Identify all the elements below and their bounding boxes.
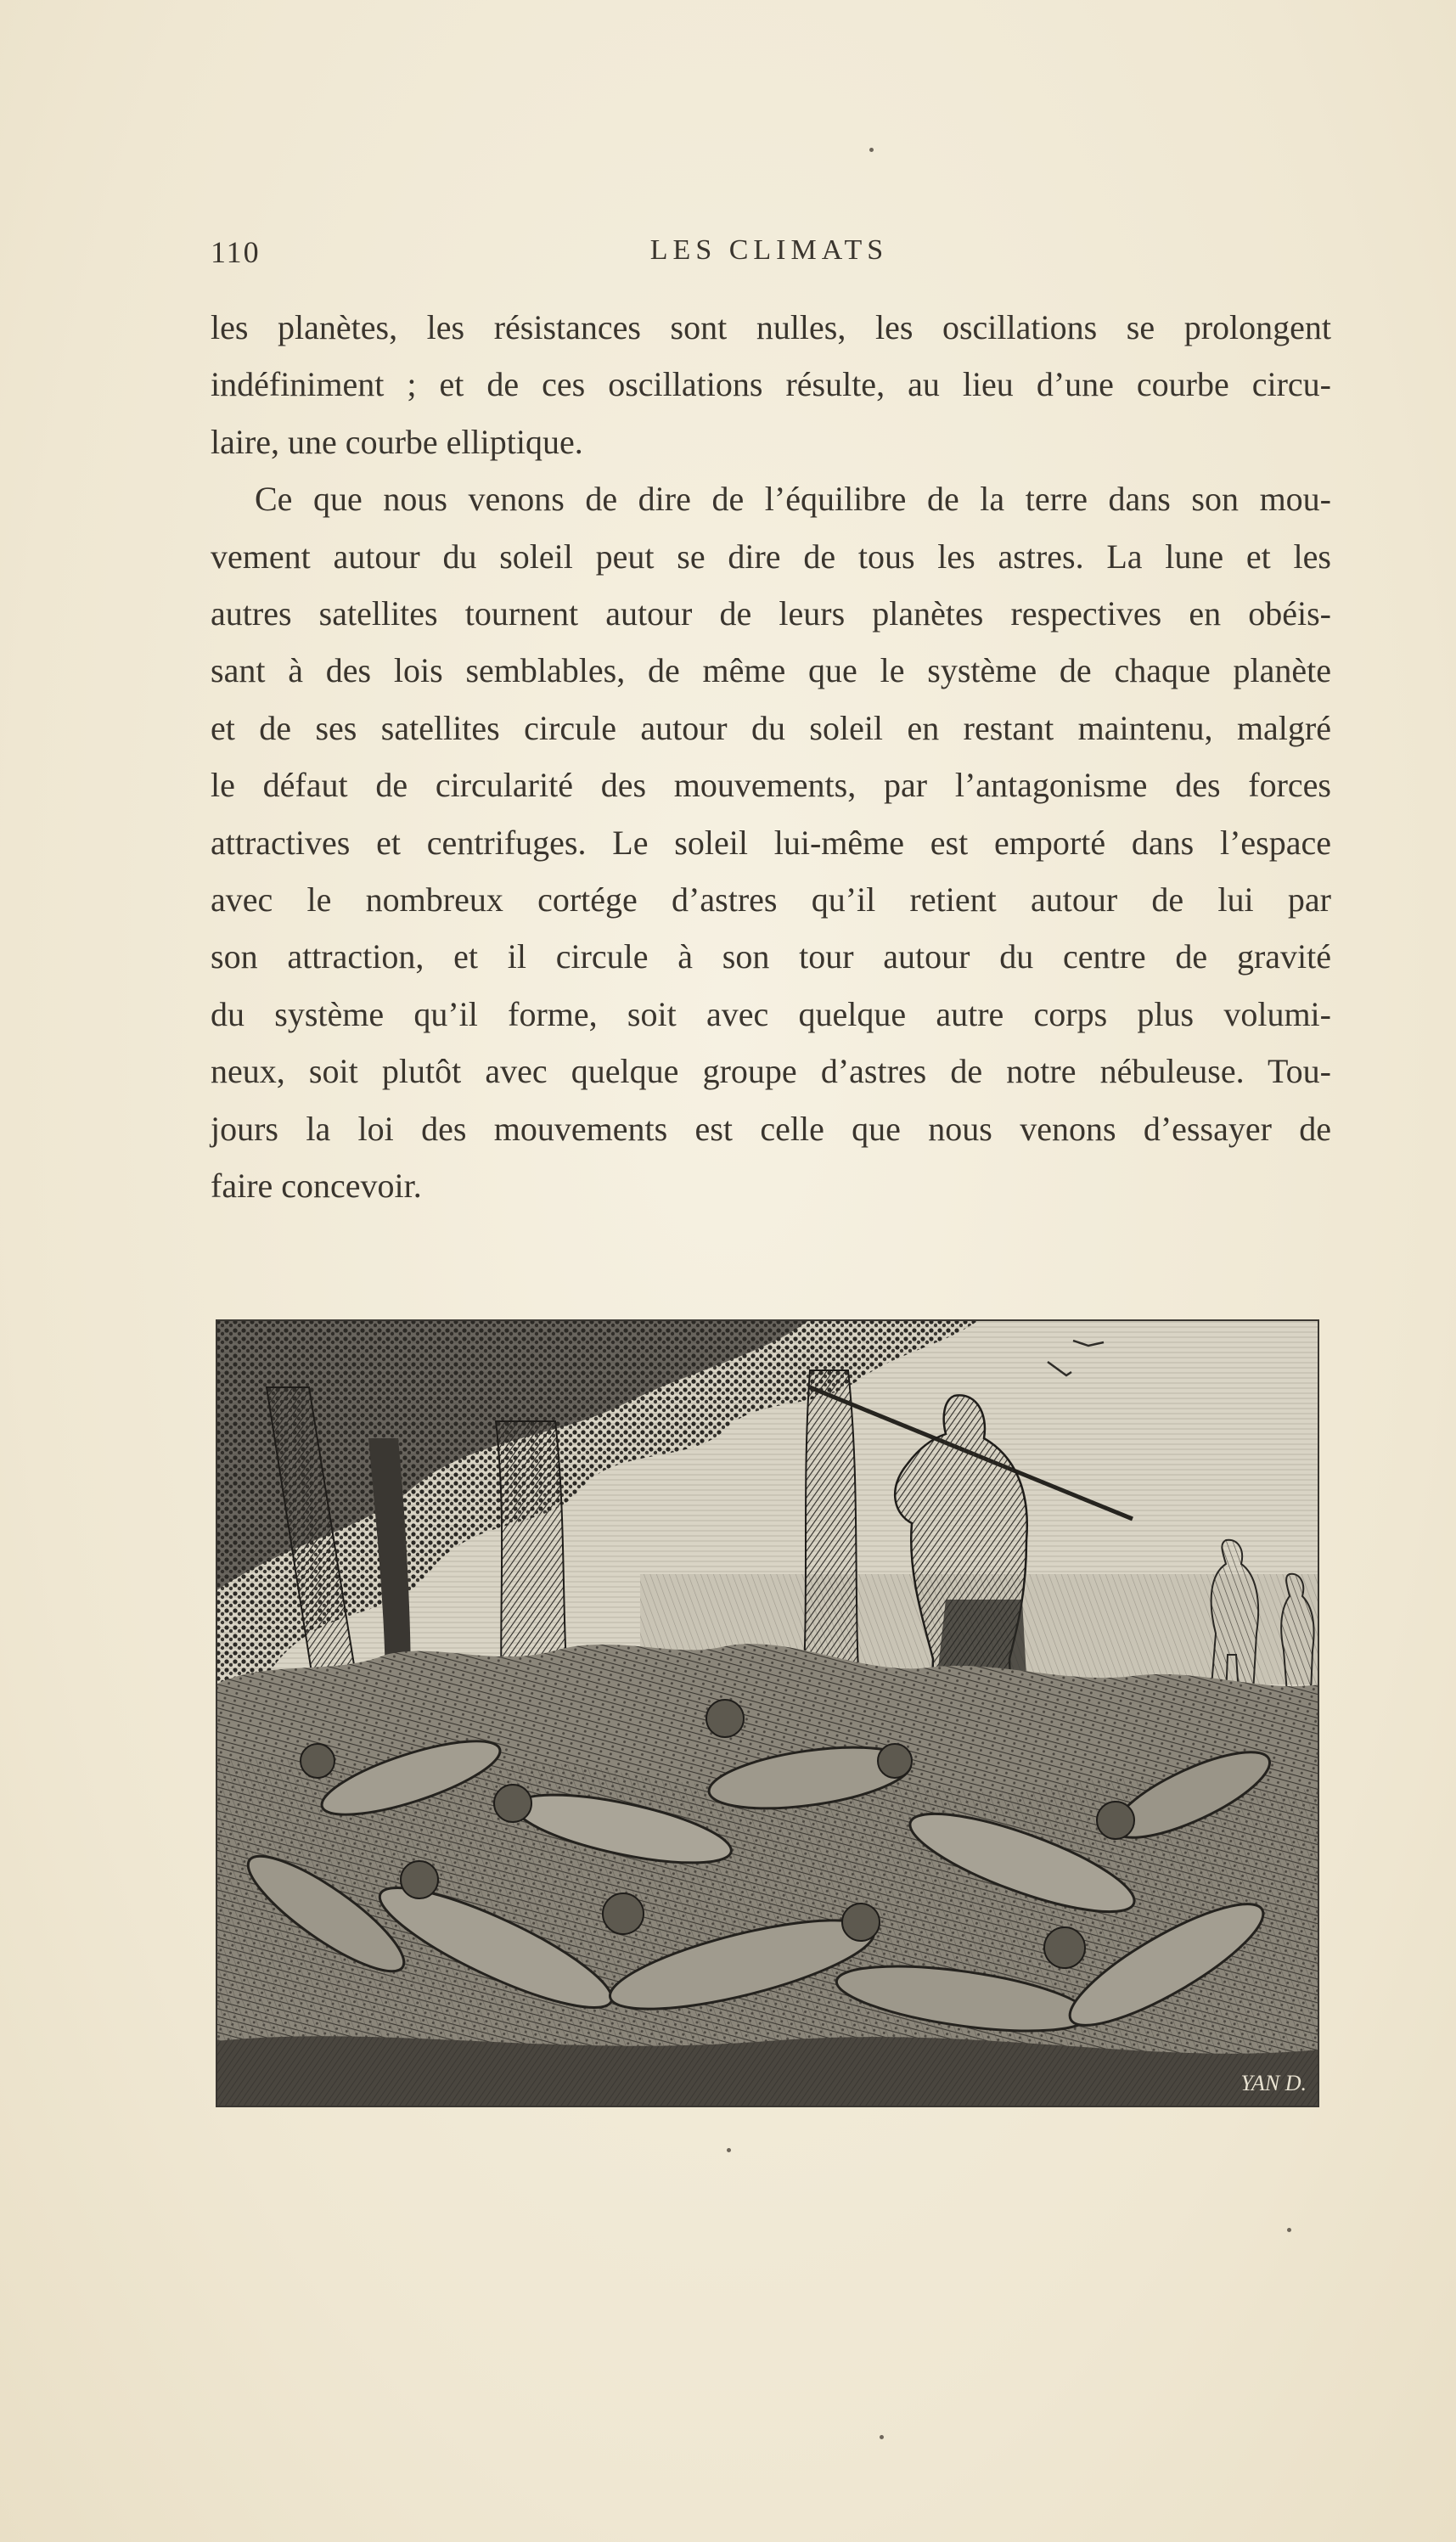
ink-speck	[1287, 2228, 1291, 2232]
figure-head	[1044, 1927, 1085, 1968]
figure-head	[878, 1744, 912, 1778]
paragraph	[211, 470, 1331, 1214]
text-line: son attraction, et il circule à son tour autour du centre de gravité	[211, 937, 1331, 976]
text-line: les planètes, les résistances sont nulles, les oscillations se prolongent	[211, 308, 1331, 346]
text-line: et de ses satellites circule autour du soleil en restant maintenu, malgré	[211, 708, 1331, 747]
text-line: laire, une courbe elliptique.	[211, 422, 583, 461]
figure-head	[706, 1700, 744, 1737]
ink-speck	[727, 2148, 731, 2152]
text-line: jours la loi des mouvements est celle que nous venons d’essayer de	[211, 1109, 1331, 1148]
text-line: le défaut de circularité des mouvements, par l’antagonisme des forces	[211, 766, 1331, 805]
text-line: faire concevoir.	[211, 1167, 422, 1206]
figure-head	[603, 1893, 644, 1934]
text-line: attractives et centrifuges. Le soleil lui-même est emporté dans l’espace	[211, 823, 1331, 862]
text-line: neux, soit plutôt avec quelque groupe d’astres de notre nébuleuse. Tou-	[211, 1052, 1331, 1091]
ink-speck	[880, 2435, 884, 2439]
engraving-scene	[216, 1319, 1319, 2107]
figure-head	[301, 1744, 334, 1778]
body-text	[211, 299, 1331, 1215]
paragraph	[211, 299, 1331, 470]
text-line: vement autour du soleil peut se dire de tous les astres. La lune et les	[211, 537, 1331, 576]
running-title: LES CLIMATS	[649, 234, 889, 266]
warrior-loincloth	[937, 1600, 1026, 1676]
figure-head	[401, 1861, 438, 1898]
text-line: du système qu’il forme, soit avec quelque autre corps plus volumi-	[211, 994, 1331, 1033]
text-line: Ce que nous venons de dire de l’équilibre de la terre dans son mou-	[255, 480, 1331, 519]
running-head	[211, 234, 1328, 277]
text-line: autres satellites tournent autour de leurs planètes respectives en obéis-	[211, 594, 1331, 633]
text-line: sant à des lois semblables, de même que le système de chaque planète	[211, 651, 1331, 690]
artist-signature: YAN D.	[1240, 2071, 1307, 2095]
figure-head	[1097, 1802, 1134, 1839]
page-number: 110	[211, 235, 261, 269]
figure-head	[494, 1785, 531, 1822]
figure-head	[842, 1904, 880, 1941]
engraving-illustration	[216, 1319, 1319, 2107]
text-line: indéfiniment ; et de ces oscillations résulte, au lieu d’une courbe circu-	[211, 365, 1331, 404]
ink-speck	[869, 148, 874, 152]
text-line: avec le nombreux cortége d’astres qu’il retient autour de lui par	[211, 880, 1331, 920]
